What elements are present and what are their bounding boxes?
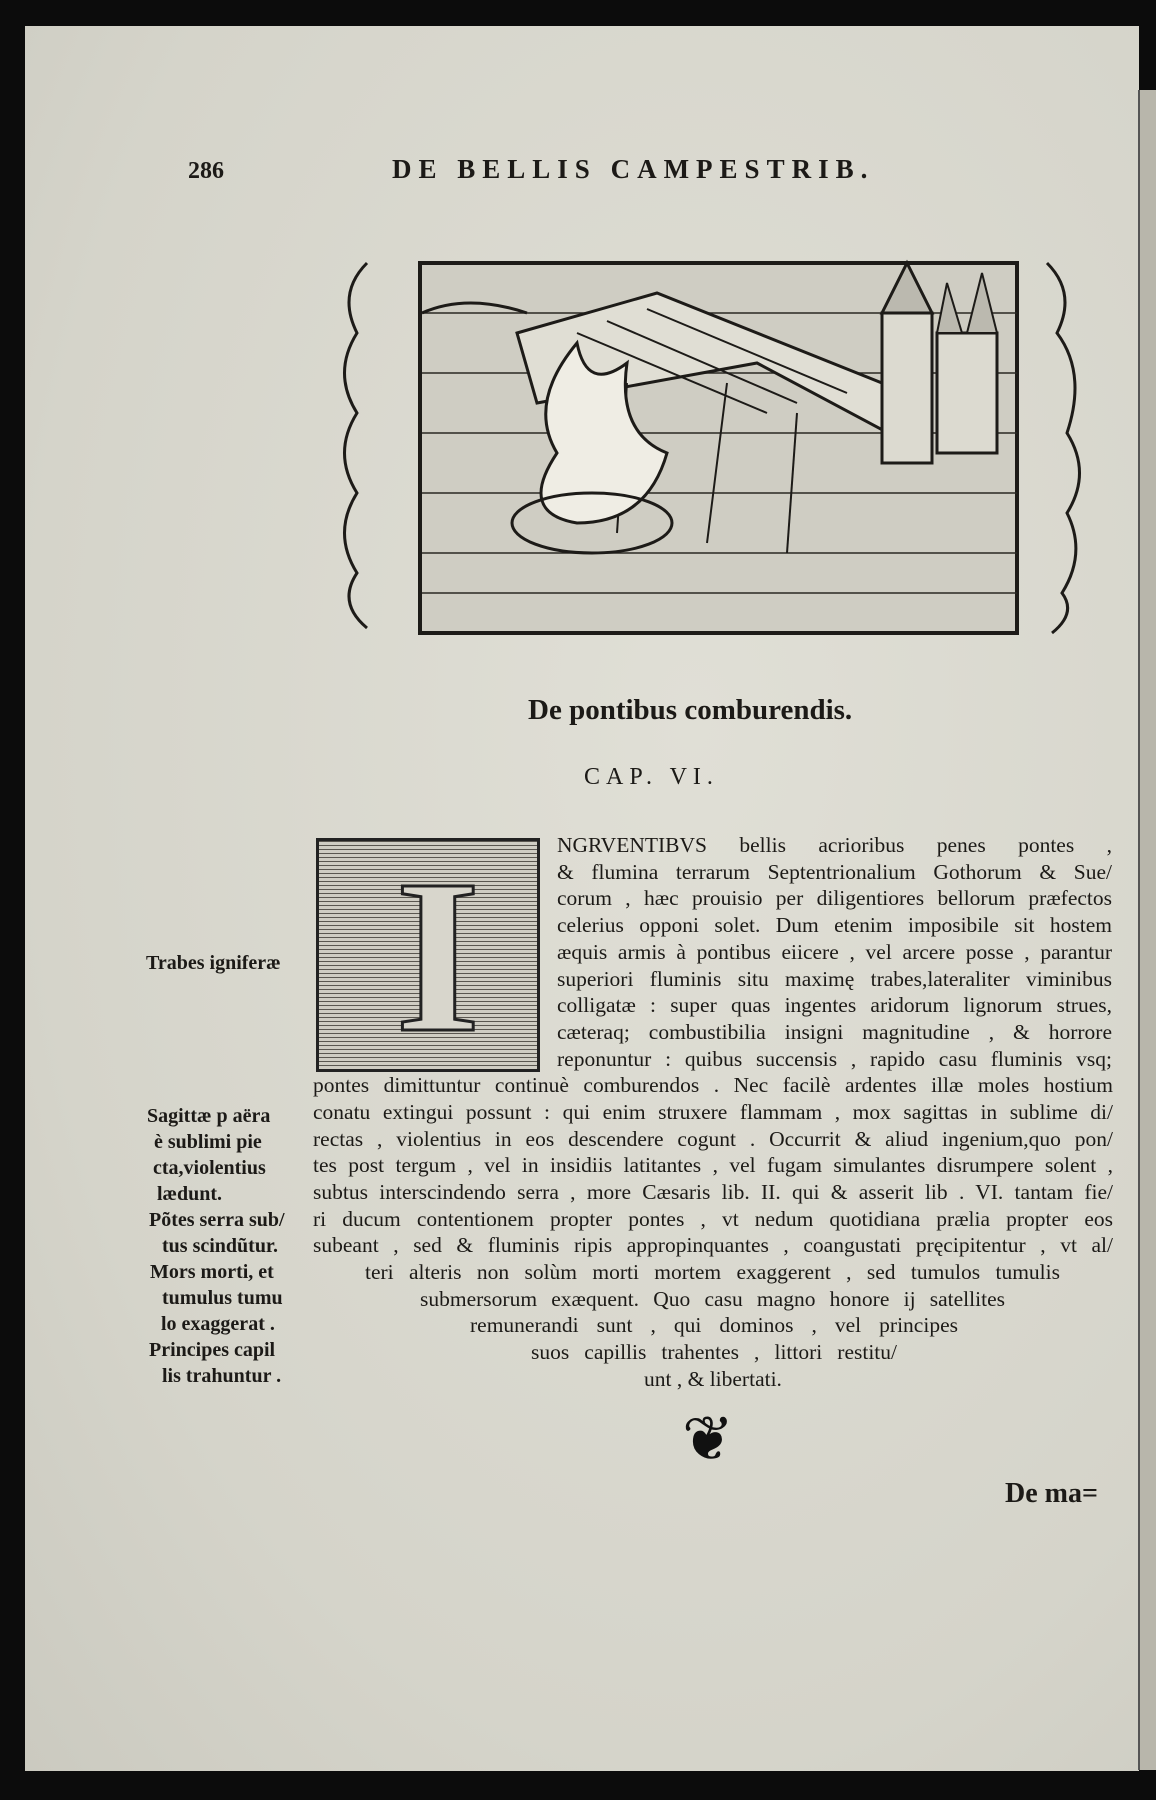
text-line: pontes dimittuntur continuè comburendos . Nec facilè ardentes illæ moles hostium [313,1073,1113,1097]
margin-note: Põtes serra sub/ [149,1209,285,1231]
text-line: suos capillis trahentes , littori restitu/ [531,1340,897,1364]
text-line: cæteraq; combustibilia insigni magnitudine , & horrore [557,1020,1112,1044]
margin-note: Trabes igniferæ [146,952,281,974]
margin-note: Principes capil [149,1339,276,1361]
catchword: De ma= [1005,1478,1098,1509]
text-line: corum , hæc prouisio per diligentiores bellorum præfectos [557,886,1112,910]
margin-note: Sagittæ p aëra [147,1105,271,1127]
running-title: DE BELLIS CAMPESTRIB. [392,154,875,184]
text-line: colligatæ : super quas ingentes aridorum lignorum strues, [557,993,1112,1017]
illuminated-initial [316,838,540,1072]
text-line: superiori fluminis situ maximę trabes,lateraliter viminibus [557,967,1112,991]
text-line: celerius opponi solet. Dum etenim imposibile sit hostem [557,913,1112,937]
fleuron-icon: ❦ [682,1406,734,1474]
text-line: æquis armis à pontibus eiicere , vel arcere posse , parantur [557,940,1112,964]
chapter-number: CAP. VI. [584,764,719,790]
text-line: submersorum exæquent. Quo casu magno honore ij satellites [420,1287,1005,1311]
margin-note: lo exaggerat . [161,1313,275,1335]
text-line: remunerandi sunt , qui dominos , vel principes [470,1313,958,1337]
text-line: rectas , violentius in eos descendere cogunt . Occurrit & aliud ingenium,quo pon/ [313,1127,1113,1151]
margin-note: tumulus tumu [162,1287,283,1309]
margin-note: Mors morti, et [150,1261,274,1283]
text-line: unt , & libertati. [644,1367,782,1391]
text-line: tes post tergum , vel in insidiis latitantes , vel fugam simulantes disrumpere solent , [313,1153,1113,1177]
text-line: ri ducum contentionem propter pontes , vt nedum quotidiana prælia propter eos [313,1207,1113,1231]
text-line: conatu extingui possunt : qui enim struxere flammam , mox sagittas in sublime di/ [313,1100,1113,1124]
text-line: NGRVENTIBVS bellis acrioribus penes pontes , [557,833,1112,857]
margin-note: lis trahuntur . [162,1365,282,1387]
text-line: subtus interscindendo serra , more Cæsaris lib. II. qui & asserit lib . VI. tantam fie/ [313,1180,1113,1204]
page-number: 286 [188,158,224,184]
text-line: & flumina terrarum Septentrionalium Gothorum & Sue/ [557,860,1112,884]
text-line: teri alteris non solùm morti mortem exaggerent , sed tumulos tumulis [365,1260,1060,1284]
chapter-title: De pontibus comburendis. [528,694,853,726]
burning-bridge-woodcut [327,253,1097,637]
margin-note: tus scindũtur. [162,1235,278,1257]
margin-note: lædunt. [157,1183,223,1205]
margin-note: cta,violentius [153,1157,266,1179]
text-line: subeant , sed & fluminis ripis appropinquantes , coangustati pręcipitentur , vt al/ [313,1233,1113,1257]
next-page-edge [1138,90,1156,1770]
margin-note: è sublimi pie [154,1131,262,1153]
text-line: reponuntur : quibus succensis , rapido casu fluminis vsq; [557,1047,1112,1071]
drop-cap-letter: I [395,838,481,1072]
